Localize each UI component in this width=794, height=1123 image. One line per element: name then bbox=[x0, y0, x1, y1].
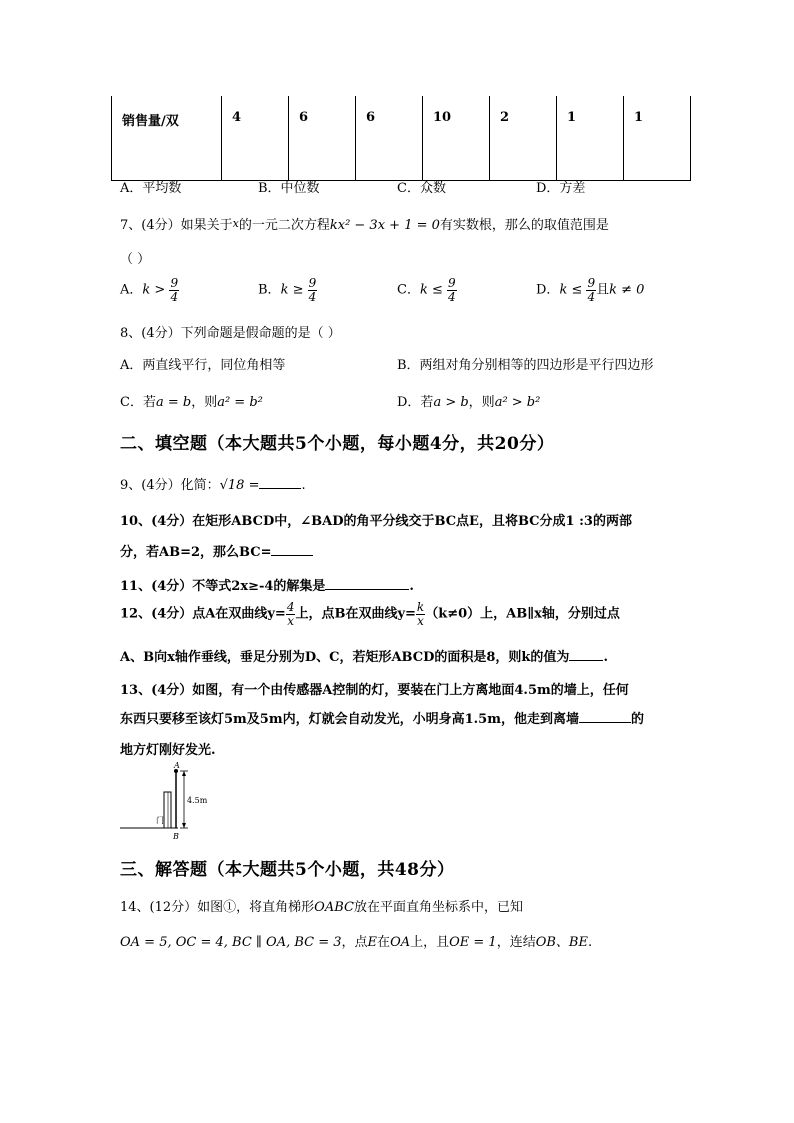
table-cell: 1 bbox=[624, 96, 691, 181]
fig-label-length: 4.5m bbox=[187, 796, 208, 805]
q7-option-c: C．k ≤ $\frac{9}{4}$ bbox=[397, 276, 456, 304]
table-row-label: 销售量/双 bbox=[112, 96, 222, 181]
q8-option-c: C．若a = b，则a² = b² bbox=[120, 395, 263, 410]
q7-option-a: A．k > $\frac{9}{4}$ bbox=[120, 276, 179, 304]
fraction: $\frac{9}{4}$ bbox=[170, 276, 179, 304]
fraction: $\frac{9}{4}$ bbox=[587, 276, 596, 304]
q6-option-b: B．中位数 bbox=[258, 181, 320, 196]
table-cell: 1 bbox=[557, 96, 624, 181]
q8-stem: 8、(4分）下列命题是假命题的是（ ） bbox=[120, 326, 341, 341]
q6-option-c: C．众数 bbox=[397, 181, 446, 196]
q9: 9、(4分）化简：√18 = . bbox=[120, 478, 306, 493]
q13-line1: 13、(4分）如图，有一个由传感器A控制的灯，要装在门上方离地面4.5m的墙上，任何 bbox=[120, 683, 629, 698]
q10-line1: 10、(4分）在矩形ABCD中，∠BAD的角平分线交于BC点E，且将BC分成1 :3的两部 bbox=[120, 514, 632, 529]
answer-blank[interactable] bbox=[579, 722, 631, 723]
fraction: $\frac{9}{4}$ bbox=[308, 276, 317, 304]
section-heading-solutions: 三、解答题（本大题共5个小题，共48分） bbox=[120, 860, 455, 880]
q7-option-d: D．k ≤ $\frac{9}{4}$ 且k ≠ 0 bbox=[536, 276, 645, 304]
q6-option-a: A．平均数 bbox=[120, 181, 182, 196]
q14-line1: 14、(12分）如图①，将直角梯形OABC放在平面直角坐标系中，已知 bbox=[120, 900, 523, 915]
table-cell: 10 bbox=[423, 96, 490, 181]
table-cell: 4 bbox=[222, 96, 289, 181]
q10-line2: 分，若AB=2，那么BC= bbox=[120, 541, 313, 560]
q14-line2: OA = 5, OC = 4, BC ∥ OA, BC = 3，点E在OA上，且OE = 1，连结OB、BE. bbox=[120, 935, 593, 950]
fraction: $\frac{k}{x}$ bbox=[416, 600, 425, 628]
q8-option-d: D．若a > b，则a² > b² bbox=[397, 395, 541, 410]
table-row bbox=[112, 96, 691, 181]
answer-blank[interactable] bbox=[271, 555, 313, 556]
section-heading-fill-blank: 二、填空题（本大题共5个小题，每小题4分，共20分） bbox=[120, 434, 555, 454]
q13-line2: 东西只要移至该灯5m及5m内，灯就会自动发光，小明身高1.5m，他走到离墙 的 bbox=[120, 712, 644, 727]
table-cell: 2 bbox=[490, 96, 557, 181]
answer-blank[interactable] bbox=[325, 589, 409, 590]
q13-line3: 地方灯刚好发光. bbox=[120, 743, 216, 758]
answer-blank[interactable] bbox=[259, 488, 301, 489]
sales-table bbox=[111, 96, 691, 181]
q7-stem: 7、(4分）如果关于x的一元二次方程kx² − 3x + 1 = 0有实数根，那么的取值范围是 bbox=[120, 217, 609, 233]
q11: 11、(4分）不等式2x≥-4的解集是 . bbox=[120, 579, 414, 594]
fig-label-a: A bbox=[174, 762, 180, 770]
q12-line1: 12、(4分）点A在双曲线y= $\frac{4}{x}$ 上，点B在双曲线y= $\frac{k}{x}$ （k≠0）上，AB∥x轴，分别过点 bbox=[120, 600, 620, 628]
fraction: $\frac{4}{x}$ bbox=[286, 600, 295, 628]
q6-option-d: D．方差 bbox=[536, 181, 586, 196]
q12-line2: A、B向x轴作垂线，垂足分别为D、C，若矩形ABCD的面积是8，则k的值为 . bbox=[120, 650, 608, 665]
answer-blank[interactable] bbox=[569, 660, 603, 661]
q7-paren: （ ） bbox=[120, 252, 151, 267]
q8-option-a: A．两直线平行，同位角相等 bbox=[120, 358, 286, 373]
q7-equation: kx² − 3x + 1 = 0 bbox=[329, 218, 440, 233]
table-cell: 6 bbox=[356, 96, 423, 181]
fig-label-b: B bbox=[173, 832, 179, 841]
q13-figure bbox=[118, 762, 218, 842]
q7-option-b: B．k ≥ $\frac{9}{4}$ bbox=[258, 276, 317, 304]
q8-option-b: B．两组对角分别相等的四边形是平行四边形 bbox=[397, 358, 654, 373]
table-cell: 6 bbox=[289, 96, 356, 181]
fig-label-door: 门 bbox=[156, 816, 164, 825]
fraction: $\frac{9}{4}$ bbox=[448, 276, 456, 304]
